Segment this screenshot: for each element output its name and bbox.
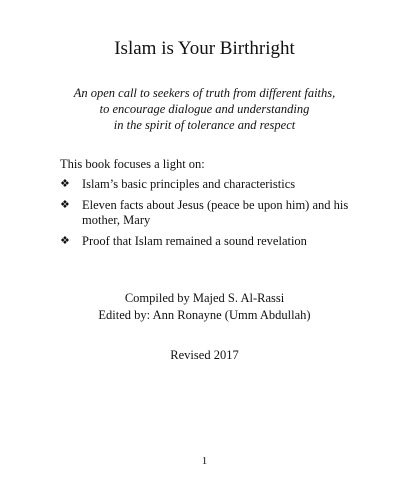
subtitle-line: An open call to seekers of truth from different faiths,: [73, 86, 336, 100]
edited-by: Edited by: Ann Ronayne (Umm Abdullah): [98, 308, 311, 322]
page-number: 1: [201, 455, 208, 467]
list-item-text: Proof that Islam remained a sound revelation: [82, 234, 307, 248]
bullet-list: [60, 177, 360, 255]
credits: [0, 290, 409, 324]
list-item: [60, 177, 360, 192]
compiled-by: Compiled by Majed S. Al-Rassi: [124, 291, 285, 305]
intro-text: This book focuses a light on:: [60, 157, 205, 171]
list-item: [60, 234, 360, 249]
subtitle-line: in the spirit of tolerance and respect: [113, 118, 296, 132]
subtitle: [0, 85, 409, 133]
list-item-text: Islam’s basic principles and characteristics: [82, 177, 296, 191]
list-item-text: Eleven facts about Jesus (peace be upon him) and his mother, Mary: [82, 198, 349, 227]
four-petal-diamond-icon: ❖: [60, 178, 70, 190]
list-item: [60, 198, 360, 228]
revision-note: Revised 2017: [170, 348, 239, 362]
subtitle-line: to encourage dialogue and understanding: [99, 102, 310, 116]
four-petal-diamond-icon: ❖: [60, 199, 70, 211]
four-petal-diamond-icon: ❖: [60, 235, 70, 247]
book-title: Islam is Your Birthright: [114, 38, 295, 59]
